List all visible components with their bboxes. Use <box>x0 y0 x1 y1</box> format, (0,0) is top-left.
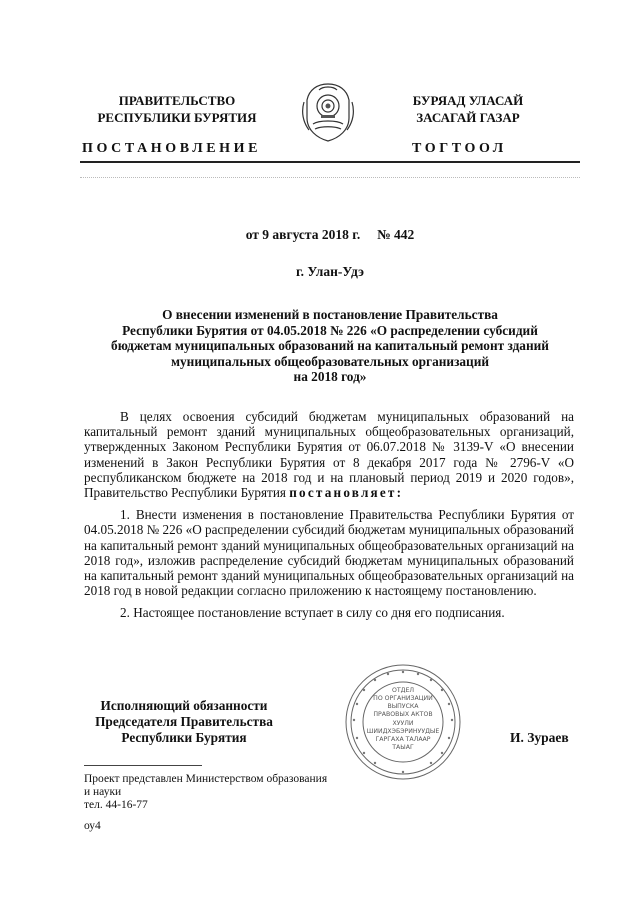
stamp-seal-icon <box>338 662 468 782</box>
body-text <box>84 409 574 621</box>
header-dotted-rule <box>80 177 580 178</box>
issuer-left-line1: ПРАВИТЕЛЬСТВО <box>118 93 236 108</box>
title-line: бюджетам муниципальных образований на капитальный ремонт зданий <box>111 338 549 354</box>
footer-line: Проект представлен Министерством образования <box>84 773 328 785</box>
title-line: на 2018 год» <box>293 369 367 385</box>
footer-line: и науки <box>84 786 122 798</box>
item-1-paragraph: 1. Внести изменения в постановление Правительства Республики Бурятия от 04.05.2018 № 226 «О распределении субсидий бюджетам муниципальных образований на капитальный ремонт зданий муниципальных общеобразовательных организаций на 2018 год», изложив распределение субсидий бюджетам муниципальных образований на капитальный ремонт зданий муниципальных общеобразовательных организаций на 2018 год в новой редакции согласно приложению к настоящему постановлению. <box>84 507 574 599</box>
title-line: Республики Бурятия от 04.05.2018 № 226 «О распределении субсидий <box>122 322 538 338</box>
footer-line: тел. 44-16-77 <box>84 799 148 811</box>
issuer-left <box>82 92 272 126</box>
issuer-right <box>368 92 568 126</box>
issuer-right-line1: БУРЯАД УЛАСАЙ <box>412 93 524 108</box>
issuer-left-line2: РЕСПУБЛИКИ БУРЯТИЯ <box>97 110 257 125</box>
position-line: Исполняющий обязанности <box>100 698 268 713</box>
preamble-decree: постановляет: <box>289 485 404 501</box>
footer-rule <box>84 765 202 766</box>
signatory-position <box>84 698 284 746</box>
preamble-paragraph <box>84 409 574 500</box>
item-2-paragraph: 2. Настоящее постановление вступает в силу со дня его подписания. <box>120 605 505 621</box>
footer-note <box>84 773 384 833</box>
issuer-right-line2: ЗАСАГАЙ ГАЗАР <box>416 110 520 125</box>
doc-type-right: ТОГТООЛ <box>412 141 507 156</box>
city: г. Улан-Удэ <box>296 264 364 279</box>
stamp-text-line: ВЫПУСКА <box>387 703 419 710</box>
date-number: от 9 августа 2018 г. № 442 <box>245 227 415 242</box>
stamp-text-line: ГАРГАХА ТАЛААР <box>375 736 431 743</box>
position-line: Председателя Правительства <box>95 714 273 729</box>
footer-code: оу4 <box>84 820 101 832</box>
stamp-text-line: ТАЫАГ <box>392 744 414 751</box>
stamp-text-line: ШИИДХЭБЭРИНУУДЫЕ <box>366 728 440 735</box>
preamble-text: В целях освоения субсидий бюджетам муниципальных образований на капитальный ремонт зданий муниципальных общеобразовательных организаций, утвержденных Законом Республики Бурятия от 06.07.2018 № 3139-V «О внесении изменений в Закон Республики Бурятия от 8 декабря 2017 года № 2796-V «О республиканском бюджете на 2018 год и на плановый период 2019 и 2020 годов», Правительство Республики Бурятия <box>84 409 574 501</box>
signatory-name: И. Зураев <box>510 730 569 745</box>
doc-type-left: ПОСТАНОВЛЕНИЕ <box>82 141 262 156</box>
header-rule <box>80 161 580 163</box>
stamp-text-line: ПО ОРГАНИЗАЦИИ <box>373 695 433 702</box>
coat-of-arms <box>299 80 357 144</box>
document-title <box>84 307 576 385</box>
stamp-text-line: ХУУЛИ <box>392 720 414 727</box>
stamp-text-line: ОТДЕЛ <box>391 687 415 694</box>
stamp-text-line: ПРАВОВЫХ АКТОВ <box>373 711 433 718</box>
title-line: муниципальных общеобразовательных организаций <box>170 353 490 369</box>
position-line: Республики Бурятия <box>121 730 247 745</box>
coat-of-arms-icon <box>299 80 357 144</box>
official-stamp <box>338 662 468 782</box>
title-line: О внесении изменений в постановление Правительства <box>162 307 498 322</box>
